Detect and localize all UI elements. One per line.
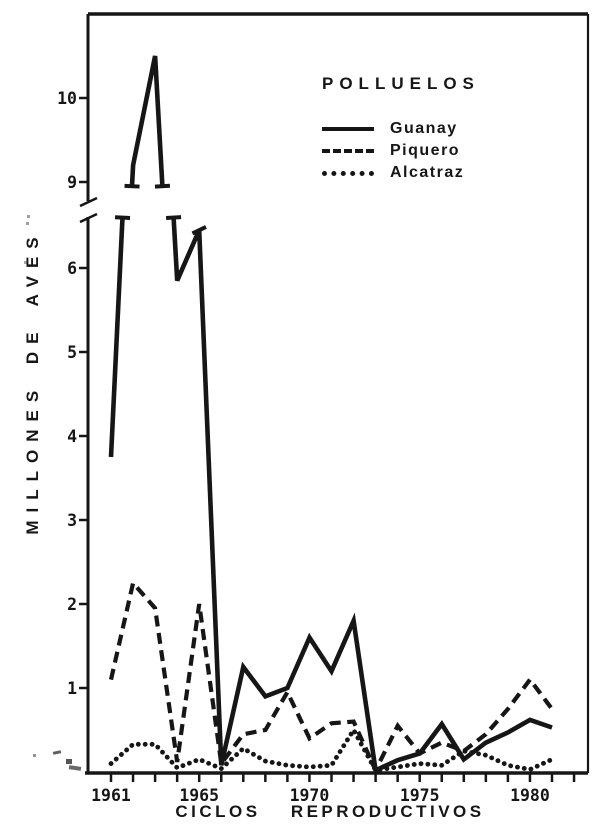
legend-label-piquero: Piquero — [390, 142, 461, 159]
scan-artifact — [24, 261, 27, 264]
legend-item-piquero — [322, 140, 480, 162]
scan-artifact — [27, 215, 30, 218]
y-tick-label: 1 — [67, 679, 77, 698]
x-tick-label: 1970 — [289, 786, 330, 805]
solid-line-swatch — [322, 127, 374, 131]
legend-label-alcatraz: Alcatraz — [390, 164, 465, 181]
scan-artifact — [33, 754, 36, 757]
x-tick-label: 1980 — [510, 786, 550, 805]
scan-artifact — [26, 222, 29, 225]
ticks — [79, 98, 574, 782]
y-tick-label: 6 — [67, 259, 77, 278]
y-tick-label: 3 — [67, 511, 77, 530]
chart-legend — [322, 74, 480, 184]
legend-title: POLLUELOS — [322, 74, 480, 93]
y-tick-label: 9 — [67, 173, 77, 192]
legend-label-guanay: Guanay — [390, 120, 458, 137]
x-tick-label: 1965 — [179, 786, 220, 805]
x-tick-label: 1975 — [399, 786, 440, 805]
legend-item-guanay — [322, 118, 480, 140]
legend-item-alcatraz — [322, 162, 480, 184]
dashed-line-swatch — [322, 149, 374, 153]
tick-labels — [57, 89, 550, 805]
y-tick-label: 4 — [67, 427, 77, 446]
y-tick-label: 2 — [67, 595, 77, 614]
y-tick-label: 10 — [57, 89, 77, 108]
x-axis-title: CICLOS REPRODUCTIVOS — [175, 802, 485, 821]
y-axis-title: MILLONES DE AVES — [23, 229, 42, 535]
y-tick-label: 5 — [67, 343, 77, 362]
dotted-line-swatch — [322, 171, 374, 176]
axis-break-caps — [115, 186, 206, 234]
x-tick-label: 1961 — [91, 786, 131, 805]
legend-rows — [322, 118, 480, 184]
scan-artifact — [66, 759, 72, 764]
